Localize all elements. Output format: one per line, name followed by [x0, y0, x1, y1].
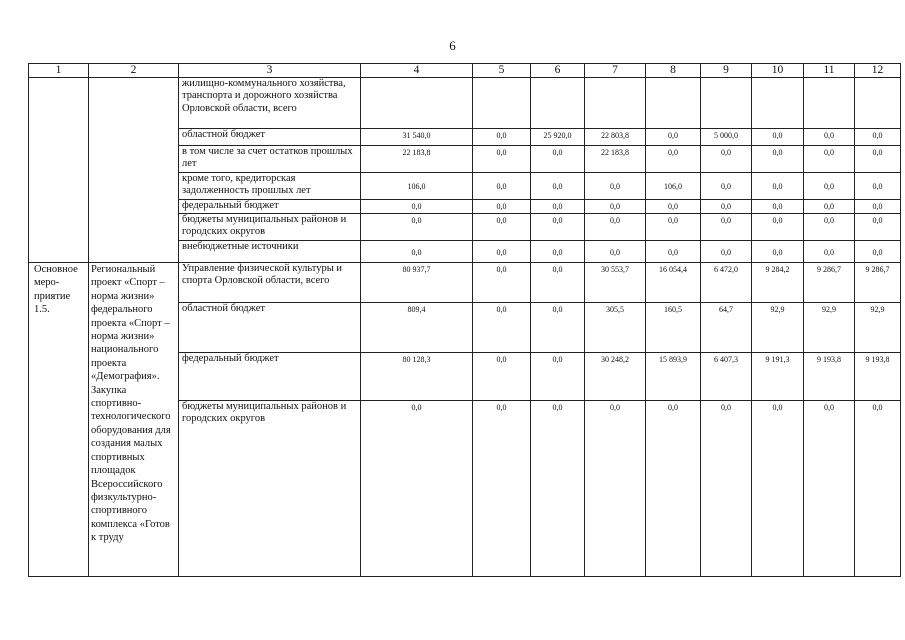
value-cell: 0,0 [473, 263, 531, 303]
source-label: федеральный бюджет [179, 200, 361, 214]
value-cell: 25 920,0 [531, 129, 585, 146]
value-cell: 22 803,8 [585, 129, 646, 146]
value-cell: 0,0 [855, 146, 901, 173]
column-header: 8 [646, 64, 701, 78]
source-label: в том числе за счет остатков прошлых лет [179, 146, 361, 173]
value-cell: 0,0 [531, 241, 585, 263]
value-cell: 0,0 [585, 173, 646, 200]
value-cell: 15 893,9 [646, 353, 701, 401]
value-cell: 6 407,3 [701, 353, 752, 401]
value-cell: 80 128,3 [361, 353, 473, 401]
value-cell: 0,0 [804, 146, 855, 173]
value-cell: 0,0 [585, 214, 646, 241]
value-cell: 0,0 [804, 200, 855, 214]
source-label: бюджеты муниципальных районов и городских округов [179, 214, 361, 241]
value-cell: 0,0 [804, 173, 855, 200]
page-number: 6 [449, 38, 456, 53]
value-cell: 0,0 [473, 303, 531, 353]
table-row [29, 263, 901, 303]
value-cell [361, 78, 473, 129]
value-cell: 0,0 [473, 401, 531, 577]
value-cell [701, 78, 752, 129]
value-cell: 0,0 [701, 173, 752, 200]
value-cell: 106,0 [361, 173, 473, 200]
value-cell: 22 183,8 [361, 146, 473, 173]
column-header: 6 [531, 64, 585, 78]
source-label: внебюджетные источники [179, 241, 361, 263]
source-label: федеральный бюджет [179, 353, 361, 401]
value-cell: 0,0 [701, 401, 752, 577]
value-cell: 809,4 [361, 303, 473, 353]
column-header: 1 [29, 64, 89, 78]
value-cell: 9 191,3 [752, 353, 804, 401]
value-cell: 0,0 [752, 129, 804, 146]
column-header: 12 [855, 64, 901, 78]
column-number-row [29, 64, 901, 78]
value-cell: 0,0 [585, 401, 646, 577]
value-cell: 160,5 [646, 303, 701, 353]
value-cell: 0,0 [752, 146, 804, 173]
value-cell: 9 193,8 [855, 353, 901, 401]
value-cell: 0,0 [752, 173, 804, 200]
budget-table [28, 63, 901, 577]
value-cell: 0,0 [646, 200, 701, 214]
column-header: 2 [89, 64, 179, 78]
value-cell: 30 248,2 [585, 353, 646, 401]
value-cell: 0,0 [646, 146, 701, 173]
value-cell [585, 78, 646, 129]
measure-title: Основное меро-приятие 1.5. [29, 263, 89, 577]
value-cell: 0,0 [646, 241, 701, 263]
value-cell: 9 284,2 [752, 263, 804, 303]
column-header: 9 [701, 64, 752, 78]
value-cell: 64,7 [701, 303, 752, 353]
value-cell: 0,0 [473, 129, 531, 146]
value-cell: 0,0 [473, 214, 531, 241]
value-cell: 0,0 [752, 200, 804, 214]
source-label: Управление физической культуры и спорта Орловской области, всего [179, 263, 361, 303]
value-cell: 0,0 [855, 214, 901, 241]
value-cell [531, 78, 585, 129]
source-label: жилищно-коммунального хозяйства, транспорта и дорожного хозяйства Орловской области, всего [179, 78, 361, 129]
value-cell: 0,0 [531, 303, 585, 353]
value-cell: 0,0 [531, 401, 585, 577]
value-cell: 92,9 [855, 303, 901, 353]
value-cell: 0,0 [855, 173, 901, 200]
column-header: 3 [179, 64, 361, 78]
value-cell: 22 183,8 [585, 146, 646, 173]
column-header: 5 [473, 64, 531, 78]
source-label: кроме того, кредиторская задолженность прошлых лет [179, 173, 361, 200]
project-cell [89, 78, 179, 263]
value-cell: 0,0 [531, 353, 585, 401]
value-cell [855, 78, 901, 129]
column-header: 10 [752, 64, 804, 78]
value-cell: 0,0 [531, 200, 585, 214]
value-cell: 0,0 [531, 263, 585, 303]
value-cell: 6 472,0 [701, 263, 752, 303]
value-cell: 305,5 [585, 303, 646, 353]
value-cell [646, 78, 701, 129]
value-cell: 0,0 [646, 214, 701, 241]
value-cell: 0,0 [752, 214, 804, 241]
value-cell: 0,0 [804, 241, 855, 263]
value-cell: 0,0 [804, 214, 855, 241]
value-cell: 0,0 [646, 401, 701, 577]
value-cell: 0,0 [855, 241, 901, 263]
source-label: областной бюджет [179, 303, 361, 353]
value-cell: 0,0 [473, 241, 531, 263]
value-cell: 9 286,7 [804, 263, 855, 303]
column-header: 11 [804, 64, 855, 78]
value-cell: 0,0 [585, 200, 646, 214]
value-cell: 0,0 [473, 353, 531, 401]
value-cell: 0,0 [473, 200, 531, 214]
source-label: областной бюджет [179, 129, 361, 146]
value-cell [752, 78, 804, 129]
value-cell: 0,0 [646, 129, 701, 146]
value-cell: 0,0 [361, 200, 473, 214]
value-cell: 0,0 [531, 173, 585, 200]
value-cell: 0,0 [701, 214, 752, 241]
value-cell: 0,0 [701, 241, 752, 263]
value-cell: 0,0 [855, 401, 901, 577]
value-cell: 0,0 [804, 401, 855, 577]
value-cell: 9 193,8 [804, 353, 855, 401]
value-cell: 0,0 [531, 214, 585, 241]
value-cell: 0,0 [473, 173, 531, 200]
value-cell: 0,0 [473, 146, 531, 173]
value-cell: 80 937,7 [361, 263, 473, 303]
value-cell: 0,0 [701, 146, 752, 173]
value-cell: 0,0 [701, 200, 752, 214]
value-cell: 92,9 [752, 303, 804, 353]
value-cell: 0,0 [361, 401, 473, 577]
value-cell: 0,0 [531, 146, 585, 173]
value-cell: 0,0 [752, 401, 804, 577]
value-cell: 106,0 [646, 173, 701, 200]
value-cell: 0,0 [804, 129, 855, 146]
measure-cell [29, 78, 89, 263]
project-description: Региональный проект «Спорт – норма жизни» федерального проекта «Спорт – норма жизни» национального проекта «Демография». Закупка спортивно-технологического оборудования для создания малых спортивных площадок Всероссийского физкультурно-спортивного комплекса «Готов к труду [89, 263, 179, 577]
value-cell: 30 553,7 [585, 263, 646, 303]
value-cell: 31 540,0 [361, 129, 473, 146]
value-cell: 5 000,0 [701, 129, 752, 146]
value-cell: 92,9 [804, 303, 855, 353]
column-header: 4 [361, 64, 473, 78]
value-cell: 0,0 [855, 200, 901, 214]
value-cell: 0,0 [855, 129, 901, 146]
value-cell [804, 78, 855, 129]
value-cell: 0,0 [585, 241, 646, 263]
value-cell: 0,0 [361, 241, 473, 263]
value-cell: 0,0 [361, 214, 473, 241]
value-cell: 9 286,7 [855, 263, 901, 303]
value-cell [473, 78, 531, 129]
table-row [29, 78, 901, 129]
value-cell: 16 054,4 [646, 263, 701, 303]
value-cell: 0,0 [752, 241, 804, 263]
column-header: 7 [585, 64, 646, 78]
source-label: бюджеты муниципальных районов и городских округов [179, 401, 361, 577]
